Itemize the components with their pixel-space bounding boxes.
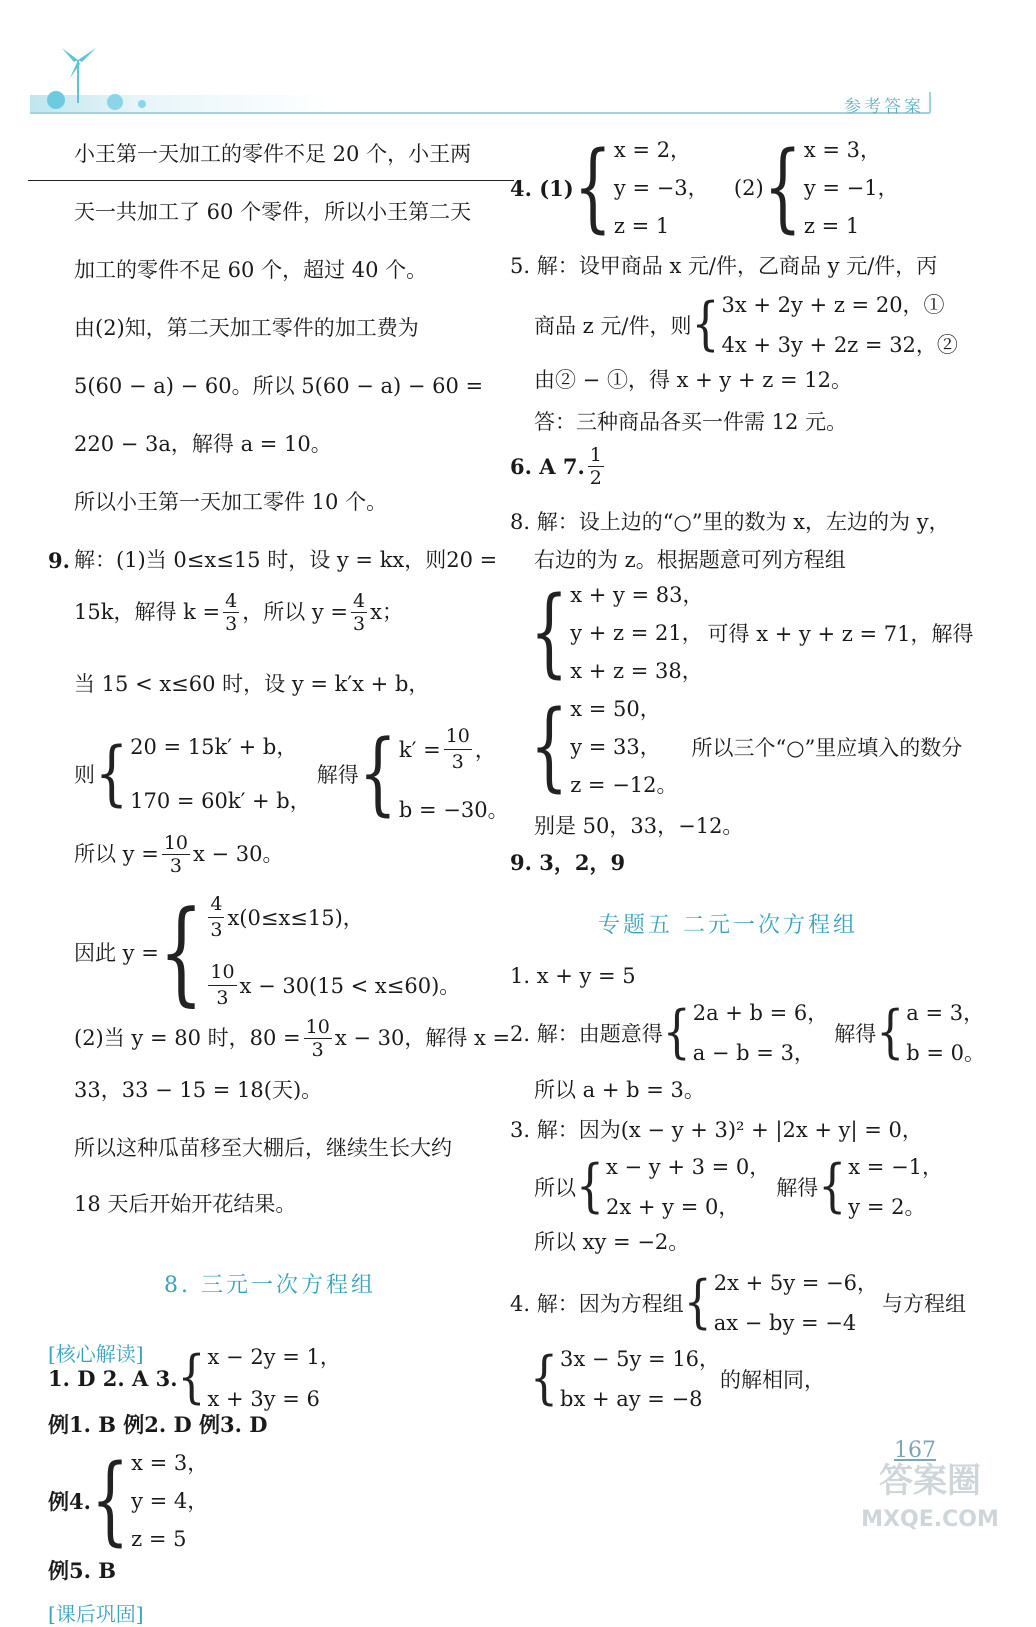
text-line: 由② − ①，得 x + y + z = 12。 [534,368,852,392]
equation-system: 1. D 2. A 3. { x − 2y = 1， x + 3y = 6 [48,1344,341,1411]
watermark-text: 答案圈 [879,1461,981,1501]
fraction: $\frac{10}{3}$ [163,832,188,877]
text-line: 15k，解得 k = $\frac{4}{3}$ ，所以 y = $\frac{4}{3}$ x； [74,590,403,635]
text-line: 6. A 7. $\frac{1}{2}$ [510,444,602,489]
text-line: 答：三种商品各买一件需 12 元。 [534,410,848,434]
text-line: 加工的零件不足 60 个，超过 40 个。 [74,258,428,282]
equation-system: 2. 解：由题意得 { 2a + b = 6， a − b = 3， 解得 { a = 3， b = 0。 [510,999,986,1066]
section-title: 专题五 二元一次方程组 [598,913,858,938]
text-line: 别是 50，33，−12。 [534,814,744,838]
equation-system: 4. (1) { x = 2， y = −3， z = 1 (2) { x = 3， y = −1， z = 1 [510,132,899,244]
text-line: 所以小王第一天加工零件 10 个。 [74,490,388,514]
text-line: 5(60 − a) − 60。所以 5(60 − a) − 60 = [74,374,484,398]
equation-system: { 3x − 5y = 16， bx + ay = −8 的解相同， [530,1345,826,1412]
equation-system: { x + y = 83， y + z = 21， x + z = 38， 可得 x + y + z = 71，解得 [530,577,974,689]
text-line: 小王第一天加工的零件不足 20 个，小王两 [74,142,472,166]
fraction: $\frac{4}{3}$ [210,893,223,941]
text-line: 解：(1)当 0≤x≤15 时，设 y = kx，则20 = [74,548,498,572]
text-line: 18 天后开始开花结果。 [74,1192,297,1216]
text-line: 例1. B 例2. D 例3. D [48,1412,268,1437]
divider-line [28,180,514,181]
text-line: 例5. B [48,1558,116,1583]
text-line: 220 − 3a，解得 a = 10。 [74,432,332,456]
text-line: (2)当 y = 80 时，80 = $\frac{10}{3}$ x − 30，解得 x = [74,1016,511,1061]
fraction: $\frac{10}{3}$ [210,961,235,1010]
section-tag: [课后巩固] [48,1602,144,1626]
text-line: 当 15 < x≤60 时，设 y = k′x + b， [74,672,430,696]
text-line: 天一共加工了 60 个零件，所以小王第二天 [74,200,472,224]
fraction: $\frac{4}{3}$ [353,590,366,635]
text-line: 由(2)知，第二天加工零件的加工费为 [74,316,419,340]
dot-icon [47,91,65,109]
text-line: 所以 y = $\frac{10}{3}$ x − 30。 [74,832,284,877]
text-line: 5. 解：设甲商品 x 元/件，乙商品 y 元/件，丙 [510,254,938,278]
piecewise-function: 因此 y = { $\frac{4}{3}$ x(0≤x≤15)， $\frac{10}{3}$ x − 30(15 < x≤60)。 [74,886,461,1018]
equation-system: 所以 { x − y + 3 = 0， 2x + y = 0， 解得 { x = −1， y = 2。 [534,1153,944,1220]
text-line: 33，33 − 15 = 18(天)。 [74,1078,323,1102]
watermark-logo [830,1452,1030,1536]
text-line: 所以 a + b = 3。 [534,1078,705,1102]
text-line: 所以 xy = −2。 [534,1230,690,1254]
equation-system: 商品 z 元/件，则 { 3x + 2y + z = 20，① 4x + 3y + 2z = 32，② [534,291,958,358]
section-title: 8. 三元一次方程组 [164,1273,376,1298]
equation-system: 4. 解：因为方程组 { 2x + 5y = −6， ax − by = −4 与方程组 [510,1269,966,1336]
page-number: 167 [894,1438,936,1463]
text-line: 3. 解：因为(x − y + 3)² + |2x + y| = 0， [510,1118,923,1142]
text-line: 右边的为 z。根据题意可列方程组 [534,548,846,572]
equation-system: { x = 50， y = 33， z = −12。 所以三个“○”里应填入的数分 [530,691,963,803]
equation-system: 则 { 20 = 15k′ + b， 170 = 60k′ + b， 解得 { k′ = $\frac{10}{3}$ ， b = −30。 [74,721,509,827]
text-line: 8. 解：设上边的“○”里的数为 x，左边的为 y， [510,510,950,534]
text-line: 9. 3，2，9 [510,850,626,875]
section-tag: [核心解读] [48,1342,144,1366]
equation-system: 例4. { x = 3， y = 4， z = 5 [48,1445,209,1557]
fraction: $\frac{1}{2}$ [589,444,602,489]
windmill-icon [62,48,96,103]
header-label: 参考答案 [844,97,924,117]
fraction: $\frac{4}{3}$ [225,590,238,635]
text-line: 所以这种瓜苗移至大棚后，继续生长大约 [74,1136,452,1160]
fraction: $\frac{10}{3}$ [445,725,470,773]
text-line: 1. x + y = 5 [510,964,636,988]
fraction: $\frac{10}{3}$ [305,1016,330,1061]
watermark-url: MXQE.COM [861,1507,999,1532]
question-number: 9. [48,548,70,573]
